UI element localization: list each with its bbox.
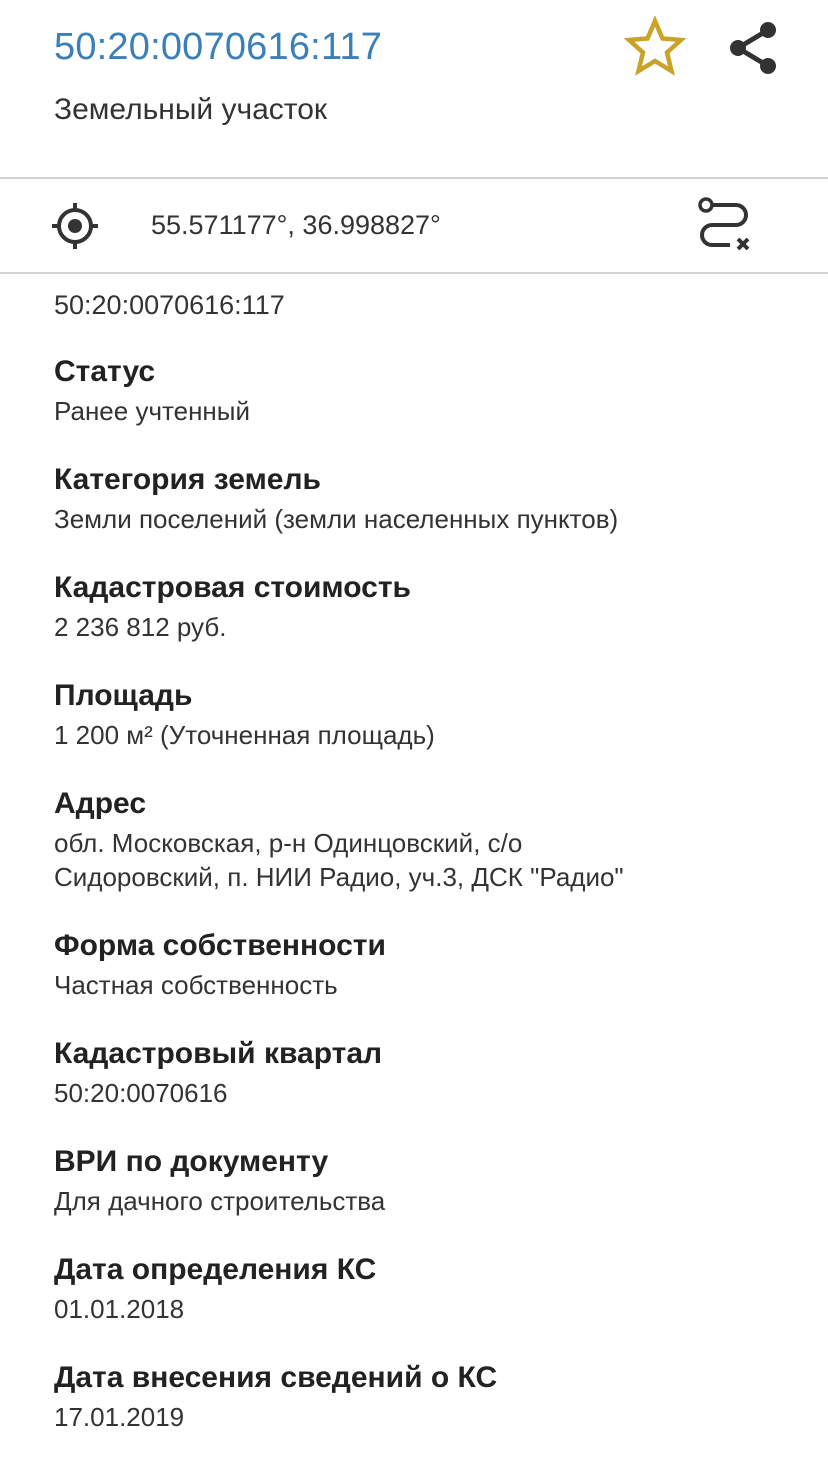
share-icon <box>724 18 782 80</box>
details-list[interactable] <box>0 274 828 1462</box>
field-valuation-date <box>54 1252 774 1326</box>
field-cadastral-value <box>54 570 774 644</box>
cadastral-number-title[interactable]: 50:20:0070616:117 <box>54 26 383 68</box>
field-value: Для дачного строительства <box>54 1186 386 1216</box>
share-button[interactable] <box>724 18 782 80</box>
locate-icon <box>50 201 100 251</box>
field-value: Частная собственность <box>54 970 338 1000</box>
field-entry-date <box>54 1360 774 1434</box>
field-cadastral-block <box>54 1036 774 1110</box>
favorite-button[interactable] <box>624 16 686 78</box>
field-ownership <box>54 928 774 1002</box>
field-area <box>54 678 774 752</box>
field-value: 2 236 812 руб. <box>54 612 227 642</box>
field-label: Дата внесения сведений о КС <box>54 1361 498 1394</box>
star-icon <box>624 16 686 78</box>
locate-button[interactable] <box>50 201 100 251</box>
field-land-category <box>54 462 774 536</box>
field-value: Ранее учтенный <box>54 396 250 426</box>
route-clear-button[interactable] <box>692 195 756 257</box>
field-status <box>54 354 774 428</box>
cadastral-number-value: 50:20:0070616:117 <box>54 290 285 320</box>
field-label: Кадастровый квартал <box>54 1037 383 1070</box>
field-permitted-use <box>54 1144 774 1218</box>
field-label: ВРИ по документу <box>54 1145 329 1178</box>
field-label: Форма собственности <box>54 929 386 962</box>
route-clear-icon <box>692 195 756 257</box>
field-label: Кадастровая стоимость <box>54 571 411 604</box>
address-line-2: Сидоровский, п. НИИ Радио, уч.3, ДСК "Радио" <box>54 862 624 892</box>
field-label: Адрес <box>54 787 147 820</box>
field-value: 50:20:0070616 <box>54 1078 228 1108</box>
field-value: 1 200 м² (Уточненная площадь) <box>54 720 435 750</box>
field-value <box>54 826 774 894</box>
field-value: 01.01.2018 <box>54 1294 185 1324</box>
address-line-1: обл. Московская, р-н Одинцовский, с/о <box>54 828 523 858</box>
object-header <box>0 0 828 178</box>
field-label: Категория земель <box>54 463 321 496</box>
field-value: Земли поселений (земли населенных пунктов) <box>54 504 619 534</box>
field-label: Площадь <box>54 679 193 712</box>
field-label: Статус <box>54 355 156 388</box>
field-value: 17.01.2019 <box>54 1402 185 1432</box>
object-type-label: Земельный участок <box>54 93 328 126</box>
coordinates-bar <box>0 179 828 272</box>
coordinates-text[interactable]: 55.571177°, 36.998827° <box>151 210 441 240</box>
field-label: Дата определения КС <box>54 1253 377 1286</box>
field-address <box>54 786 774 894</box>
